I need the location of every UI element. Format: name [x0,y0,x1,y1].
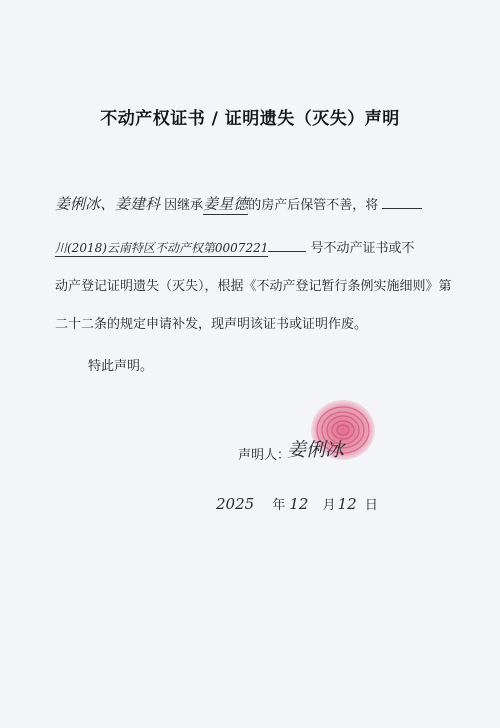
owners-handwritten: 姜俐冰、姜建科 [55,195,161,213]
line2-tail: 号不动产证书或不 [310,241,415,256]
inherit-text: 因继承 [164,198,204,213]
date-day: 12 [337,495,357,513]
body-line-4: 二十二条的规定申请补发，现声明该证书或证明作废。 [55,317,368,332]
blank-line [382,194,422,209]
closing-text: 特此声明。 [88,359,154,374]
declarant-signature: 姜俐冰 [287,439,345,461]
after-text: 的房产后保管不善，将 [248,198,379,213]
date-day-unit: 日 [364,498,378,513]
cert-number-handwritten: 川(2018)云南特区不动产权第0007221 [55,241,269,255]
body-line-2 [55,237,415,258]
body-line-1 [55,194,422,215]
date-year: 2025 [216,495,255,513]
date-month: 12 [289,495,309,513]
date-year-unit: 年 [272,498,286,513]
declaration-date [216,494,378,513]
deceased-handwritten: 姜星德 [203,195,249,213]
date-month-unit: 月 [322,498,336,513]
body-line-3: 动产登记证明遗失（灭失），根据《不动产登记暂行条例实施细则》第 [55,279,452,294]
document-title: 不动产权证书 / 证明遗失（灭失）声明 [100,109,400,129]
declarant-label: 声明人： [238,448,291,463]
blank-line [268,237,306,252]
